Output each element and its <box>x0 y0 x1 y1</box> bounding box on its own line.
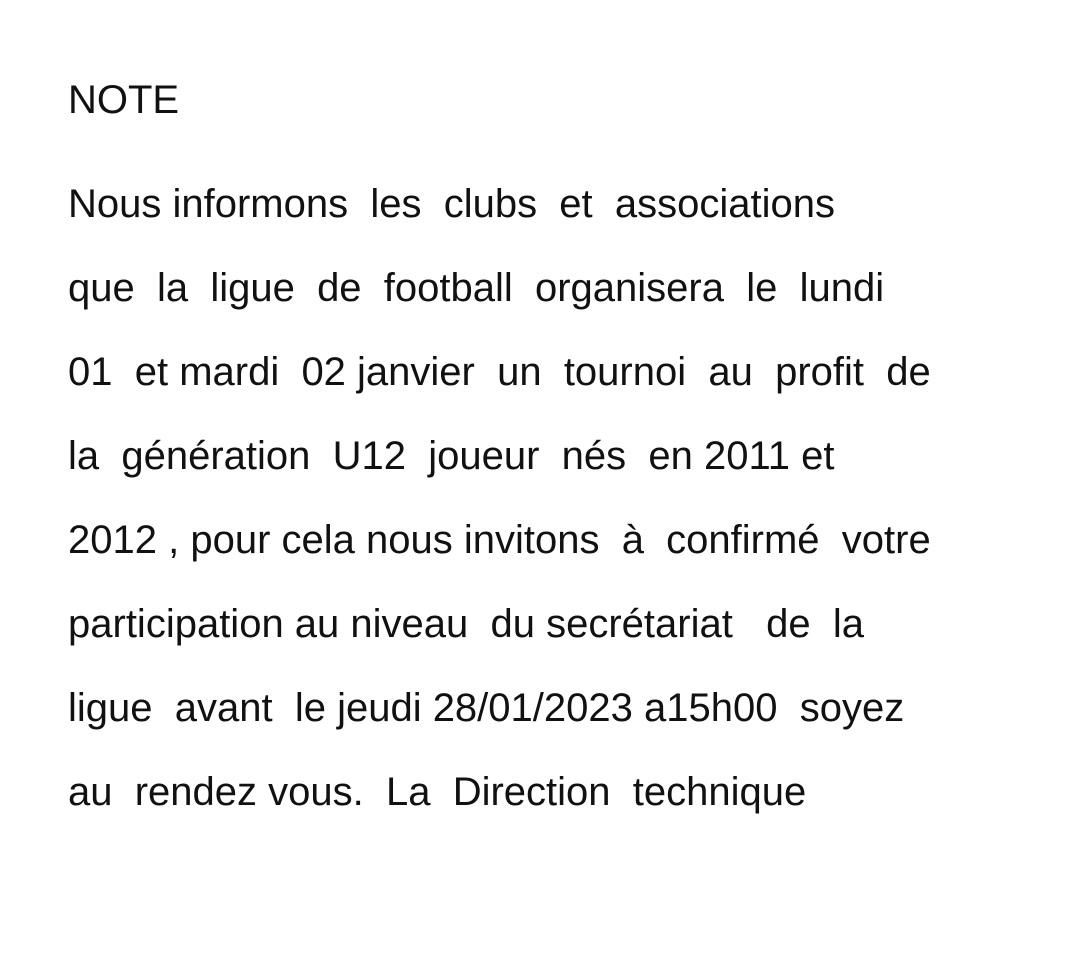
note-line: participation au niveau du secrétariat de la <box>68 602 865 646</box>
note-line: 01 et mardi 02 janvier un tournoi au profit de <box>68 350 931 394</box>
note-line: ligue avant le jeudi 28/01/2023 a15h00 soyez <box>68 686 905 730</box>
note-line: que la ligue de football organisera le lundi <box>68 266 885 310</box>
note-line: Nous informons les clubs et associations <box>68 182 836 226</box>
note-line: la génération U12 joueur nés en 2011 et <box>68 434 835 478</box>
note-line: au rendez vous. La Direction technique <box>68 770 807 814</box>
note-line: 2012 , pour cela nous invitons à confirmé votre <box>68 518 931 562</box>
note-title: NOTE <box>68 78 180 122</box>
